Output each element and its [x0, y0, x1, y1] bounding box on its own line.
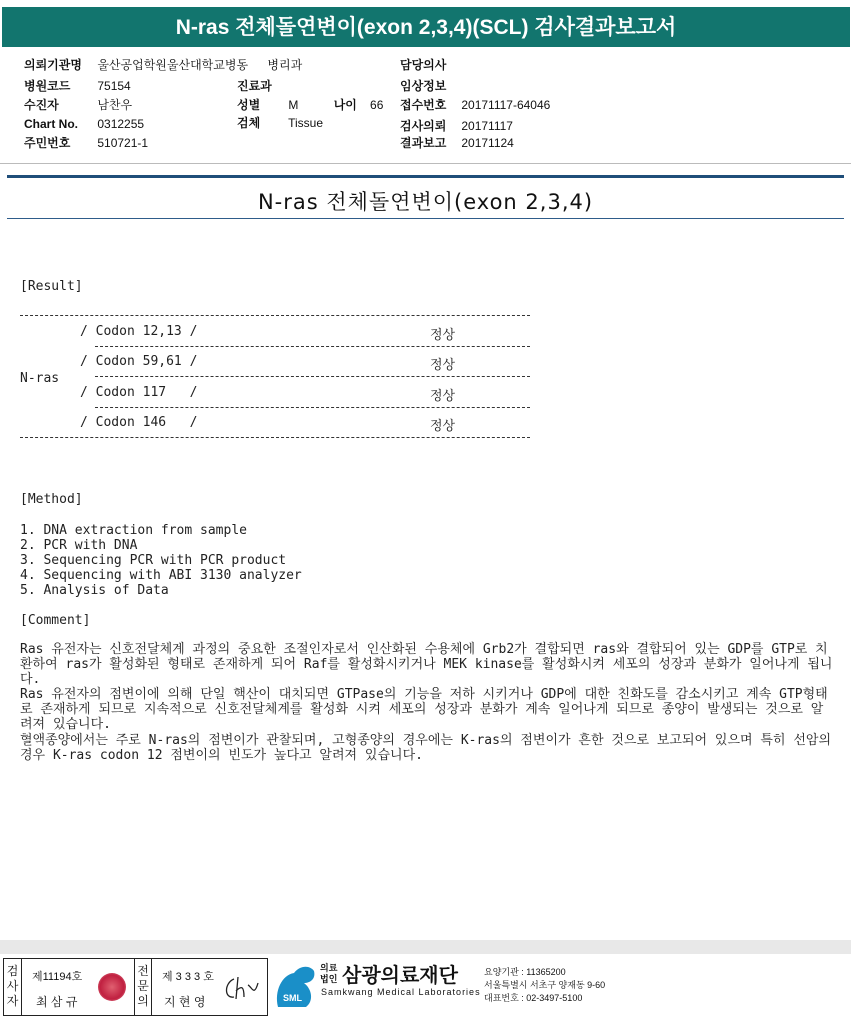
comment-paragraph: Ras 유전자의 점변이에 의해 단일 핵산이 대치되면 GTPase의 기능을 저하 시키거나 GDP에 대한 친화도를 감소시키고 계속 GTP형태로 존재하게 되므로 지속적으로 신호전달체계를 활성화 시켜 세포의 성장과 분화가 계속 일어나게 되므로 종양이 발생되는 것으로 알려져 있습니다.: [20, 687, 828, 732]
info-institution: 의뢰기관명 울산공업학원울산대학교병동 병리과: [24, 58, 303, 72]
codon-result: 정상: [430, 358, 456, 373]
comment-paragraph: Ras 유전자는 신호전달체계 과정의 중요한 조절인자로서 인산화된 수용체에 Grb2가 결합되면 ras와 결합되어 있는 GDP를 GTP로 치환하여 ras가 활성화된 형태로 존재하게 되어 Raf를 활성화시키거나 MEK kinase를 활성화시켜 세포의 성장과 분화가 일어나게 됩니다.: [20, 642, 833, 687]
report-header-banner: [2, 7, 850, 47]
org-english-name: Samkwang Medical Laboratories: [321, 987, 481, 997]
method-label: [Method]: [20, 492, 83, 507]
result-bottom-dash: [20, 437, 530, 438]
row-dash: [95, 376, 530, 377]
codon-result: 정상: [430, 389, 456, 404]
sml-logo-icon: [272, 961, 318, 1011]
org-prefix: 의료법인: [320, 963, 338, 984]
section-rule-bottom: [7, 218, 844, 219]
info-request-date: 검사의뢰 20171117: [400, 119, 513, 133]
row-dash: [95, 407, 530, 408]
info-department: 진료과: [237, 79, 272, 93]
codon-result: 정상: [430, 328, 456, 343]
info-patient: 수진자 남찬우: [24, 98, 133, 112]
info-resident-id: 주민번호 510721-1: [24, 136, 149, 150]
info-divider: [0, 163, 851, 164]
comment-label: [Comment]: [20, 613, 91, 628]
signature-box: [3, 958, 268, 1016]
method-item: 4. Sequencing with ABI 3130 analyzer: [20, 568, 302, 583]
info-report-date: 결과보고 20171124: [400, 136, 514, 150]
gene-name: N-ras: [20, 371, 60, 386]
codon-row: / Codon 146 /: [80, 415, 198, 430]
codon-row: / Codon 12,13 /: [80, 324, 198, 339]
examiner-name: 최 삼 규: [36, 995, 78, 1009]
codon-result: 정상: [430, 419, 456, 434]
org-address: 서울특별시 서초구 양재동 9-60: [484, 980, 606, 990]
examiner-license: 제11194호: [32, 971, 83, 983]
org-phone: 대표번호 : 02-3497-5100: [484, 993, 583, 1003]
info-chart-no: Chart No. 0312255: [24, 117, 145, 131]
report-header-title: N-ras 전체돌연변이(exon 2,3,4)(SCL) 검사결과보고서: [175, 16, 677, 39]
logo-mark-text: SML: [283, 993, 302, 1003]
specialist-name: 지 현 영: [164, 995, 206, 1009]
method-item: 1. DNA extraction from sample: [20, 523, 247, 538]
info-hospital-code: 병원코드 75154: [24, 79, 131, 93]
codon-row: / Codon 117 /: [80, 385, 198, 400]
info-receipt-no: 접수번호 20171117-64046: [400, 98, 551, 112]
specialist-label: 전문의: [134, 959, 152, 1015]
footer-band: [0, 940, 851, 954]
org-name: 삼광의료재단: [342, 965, 458, 987]
specialist-signature-icon: [222, 973, 262, 1003]
report-title: N-ras 전체돌연변이(exon 2,3,4): [257, 190, 594, 214]
method-item: 3. Sequencing PCR with PCR product: [20, 553, 287, 568]
info-clinical: 임상정보: [400, 79, 447, 93]
method-item: 5. Analysis of Data: [20, 583, 169, 598]
row-dash: [95, 346, 530, 347]
footer: [0, 954, 851, 1023]
section-rule-top: [7, 175, 844, 178]
codon-row: / Codon 59,61 /: [80, 354, 198, 369]
org-code: 요양기관 : 11365200: [484, 967, 566, 977]
method-item: 2. PCR with DNA: [20, 538, 138, 553]
info-specimen: 검체 Tissue: [237, 116, 324, 130]
result-top-dash: [20, 315, 530, 316]
info-doctor: 담당의사: [400, 58, 447, 72]
specialist-license: 제 3 3 3 호: [162, 971, 214, 983]
comment-paragraph: 혈액종양에서는 주로 N-ras의 점변이가 관찰되며, 고형종양의 경우에는 K-ras의 점변이가 흔한 것으로 보고되어 있으며 특히 선암의 경우 K-ras codon 12 점변이의 빈도가 높다고 알려져 있습니다.: [20, 733, 839, 763]
examiner-label: 검사자: [4, 959, 22, 1015]
examiner-seal: [98, 973, 126, 1001]
result-label: [Result]: [20, 279, 83, 294]
info-sex-age: 성별 M 나이 66: [237, 98, 384, 112]
